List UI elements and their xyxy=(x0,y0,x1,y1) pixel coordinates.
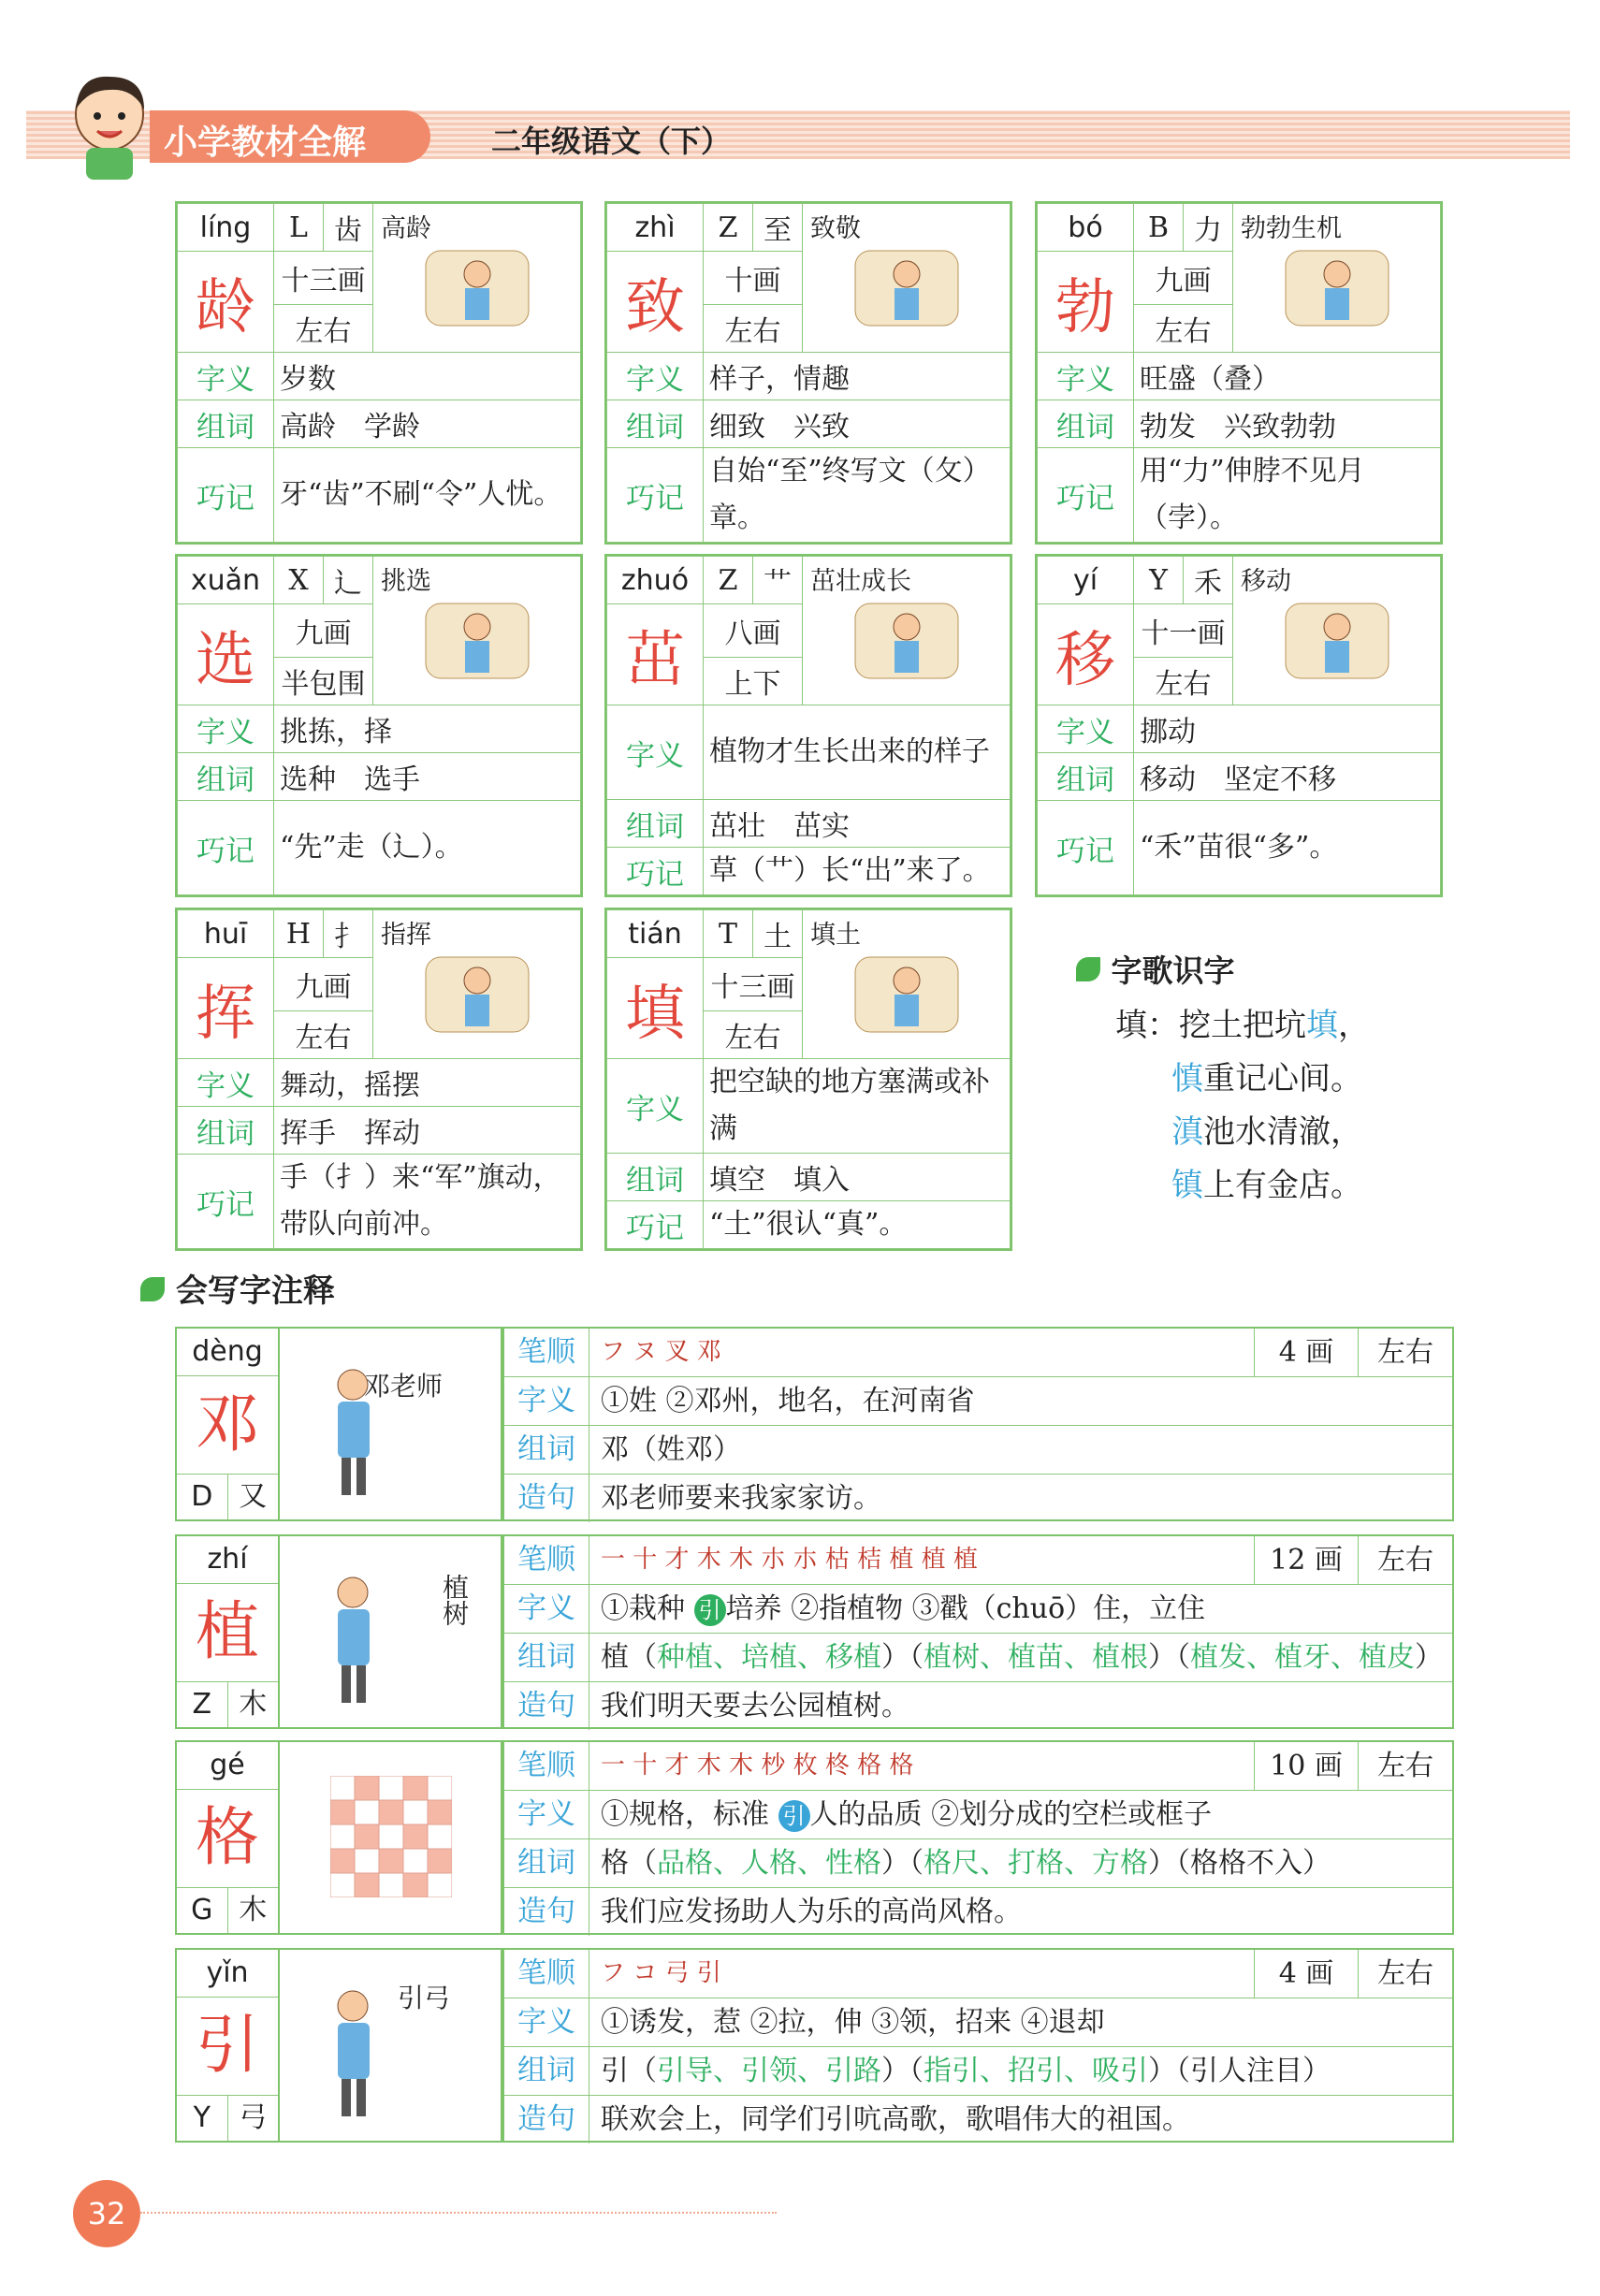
card-meaning: 样子，情趣 xyxy=(704,353,1011,400)
meaning-label: 字义 xyxy=(607,1059,704,1154)
card-meaning: 舞动，摇摆 xyxy=(274,1059,581,1107)
entry-words-group2: 指引、招引、吸引 xyxy=(924,2055,1148,2087)
card-tip: 用“力”伸脖不见月（孛）。 xyxy=(1134,448,1441,543)
entry-meaning-pre: ①规格，标准 xyxy=(601,1798,778,1831)
card-tip: 草（艹）长“出”来了。 xyxy=(704,848,1011,895)
words-label: 组词 xyxy=(504,1426,589,1474)
sentence-label: 造句 xyxy=(504,1888,589,1936)
section-title xyxy=(140,1265,335,1311)
card-character: 移 xyxy=(1038,604,1134,705)
words-label: 组词 xyxy=(178,1107,274,1155)
card-character: 选 xyxy=(178,604,274,705)
entry-radical: 木 xyxy=(227,1888,279,1933)
entry-sentence: 我们明天要去公园植树。 xyxy=(601,1690,909,1722)
entry-character: 格 xyxy=(177,1790,278,1888)
card-tip: “禾”苗很“多”。 xyxy=(1134,801,1441,895)
entry-words-sep: ）（ xyxy=(1148,2055,1190,2087)
meaning-label: 字义 xyxy=(178,1059,274,1107)
entry-picture xyxy=(278,1948,502,2143)
card-radical: 辶 xyxy=(324,557,373,604)
picture-caption: 移动 xyxy=(1241,567,1291,596)
entry-words-group3: 格格不入 xyxy=(1190,1847,1302,1880)
entry-meaning-post: 人的品质 ②划分成的空栏或框子 xyxy=(809,1798,1213,1831)
char-card xyxy=(604,554,1012,897)
leaf-icon xyxy=(1076,957,1100,981)
entry-meaning-row xyxy=(589,1791,1452,1838)
words-label: 组词 xyxy=(178,753,274,801)
char-card xyxy=(604,908,1012,1251)
words-label: 组词 xyxy=(607,1154,704,1201)
card-pinyin: tián xyxy=(607,910,704,958)
entry-words-row xyxy=(589,1634,1452,1681)
card-structure: 半包围 xyxy=(274,658,373,705)
entry-initial-radical xyxy=(177,1682,278,1727)
card-tip: “先”走（辶）。 xyxy=(274,801,581,895)
entry-meaning-post: 培养 ②指植物 ③戳（chuō）住，立住 xyxy=(725,1592,1206,1625)
entry-sentence: 邓老师要来我家家访。 xyxy=(601,1482,881,1515)
card-structure: 上下 xyxy=(704,658,803,705)
entry-words-row xyxy=(589,2047,1452,2095)
entry-initial: D xyxy=(191,1480,213,1513)
entry-rows xyxy=(502,1534,1454,1729)
section-title-text: 会写字注释 xyxy=(175,1272,335,1310)
card-words: 茁壮 茁实 xyxy=(704,800,1011,848)
card-picture xyxy=(373,910,581,1059)
card-structure: 左右 xyxy=(1134,305,1233,353)
stroke-order: フ コ 弓 引 xyxy=(601,1959,721,1987)
tip-label: 巧记 xyxy=(1038,801,1134,895)
entry-initial: Y xyxy=(193,2101,211,2134)
card-initial: Y xyxy=(1134,557,1184,604)
song-line xyxy=(1171,1106,1362,1152)
entry-pinyin: zhí xyxy=(177,1536,278,1584)
entry-rows xyxy=(502,1948,1454,2143)
card-meaning: 把空缺的地方塞满或补满 xyxy=(704,1059,1011,1154)
card-radical: 土 xyxy=(753,910,803,958)
card-character: 致 xyxy=(607,252,704,353)
card-tip: “土”很认“真”。 xyxy=(704,1201,1011,1249)
entry-pinyin: gé xyxy=(177,1742,278,1790)
words-label: 组词 xyxy=(607,400,704,448)
order-label: 笔顺 xyxy=(504,1329,589,1376)
boy-avatar-icon xyxy=(58,67,161,180)
sentence-label: 造句 xyxy=(504,1682,589,1730)
entry-initial: G xyxy=(191,1894,213,1926)
entry-words-sep: ）（ xyxy=(881,2055,924,2087)
extended-meaning-badge: 引 xyxy=(694,1594,726,1626)
order-label: 笔顺 xyxy=(504,1950,589,1998)
card-picture xyxy=(373,557,581,705)
card-initial: X xyxy=(274,557,324,604)
card-character: 茁 xyxy=(607,604,704,705)
card-pinyin: bó xyxy=(1038,204,1134,252)
entry-words-row xyxy=(589,1426,1452,1474)
character-entry xyxy=(175,1948,1452,2143)
card-words: 选种 选手 xyxy=(274,753,581,801)
song-line-post: 上有金店。 xyxy=(1203,1167,1362,1204)
card-strokes: 九画 xyxy=(274,958,373,1011)
entry-meaning: ①诱发，惹 ②拉，伸 ③领，招来 ④退却 xyxy=(601,2006,1105,2039)
picture-caption: 勃勃生机 xyxy=(1241,214,1342,243)
stroke-order: フ ヌ 叉 邓 xyxy=(601,1338,721,1366)
entry-picture xyxy=(278,1327,502,1521)
card-initial: T xyxy=(704,910,753,958)
card-structure: 左右 xyxy=(274,305,373,353)
meaning-label: 字义 xyxy=(607,705,704,800)
entry-words-sep: ）（ xyxy=(881,1847,924,1880)
card-character: 龄 xyxy=(178,252,274,353)
character-entry xyxy=(175,1740,1452,1935)
meaning-label: 字义 xyxy=(178,353,274,400)
song-line-post: 池水清澈， xyxy=(1203,1113,1362,1151)
entry-structure: 左右 xyxy=(1358,1536,1452,1584)
words-label: 组词 xyxy=(504,1634,589,1681)
entry-structure: 左右 xyxy=(1358,1950,1452,1998)
entry-words-group2: 格尺、打格、方格 xyxy=(924,1847,1148,1880)
card-radical: 扌 xyxy=(324,910,373,958)
char-card xyxy=(604,201,1012,545)
entry-character-box xyxy=(175,1327,280,1521)
stroke-order: 一 十 才 木 木 朩 朩 枯 桔 植 植 植 xyxy=(601,1546,978,1574)
card-strokes: 十三画 xyxy=(704,958,803,1011)
entry-picture xyxy=(278,1534,502,1729)
meaning-label: 字义 xyxy=(504,1791,589,1838)
card-pinyin: yí xyxy=(1038,557,1134,604)
card-picture xyxy=(1233,557,1441,705)
card-radical: 力 xyxy=(1184,204,1233,252)
entry-character-box xyxy=(175,1948,280,2143)
entry-meaning-row xyxy=(589,1377,1452,1425)
grid-pattern-icon xyxy=(330,1776,452,1897)
meaning-label: 字义 xyxy=(1038,705,1134,753)
entry-character: 植 xyxy=(177,1584,278,1682)
page-number: 32 xyxy=(73,2180,140,2247)
card-meaning: 旺盛（叠） xyxy=(1134,353,1441,400)
card-strokes: 十画 xyxy=(704,252,803,305)
order-label: 笔顺 xyxy=(504,1536,589,1584)
entry-initial-radical xyxy=(177,1888,278,1933)
card-structure: 左右 xyxy=(1134,658,1233,705)
card-strokes: 十一画 xyxy=(1134,604,1233,658)
char-card xyxy=(1035,201,1443,545)
song-line-highlight: 滇 xyxy=(1171,1113,1203,1151)
card-tip: 牙“齿”不刷“令”人忧。 xyxy=(274,448,581,543)
card-structure: 左右 xyxy=(704,1011,803,1059)
meaning-label: 字义 xyxy=(607,353,704,400)
song-section-title xyxy=(1076,947,1235,991)
tip-label: 巧记 xyxy=(1038,448,1134,543)
stroke-count: 12 画 xyxy=(1254,1536,1358,1584)
entry-words: 邓（姓邓） xyxy=(601,1433,741,1466)
sentence-label: 造句 xyxy=(504,2096,589,2143)
leaf-icon xyxy=(140,1277,165,1301)
card-words: 细致 兴致 xyxy=(704,400,1011,448)
entry-words-group1: 种植、培植、移植 xyxy=(657,1641,881,1674)
character-entry xyxy=(175,1327,1452,1521)
card-meaning: 岁数 xyxy=(274,353,581,400)
stroke-count: 10 画 xyxy=(1254,1742,1358,1790)
card-character: 填 xyxy=(607,958,704,1059)
meaning-label: 字义 xyxy=(504,1585,589,1633)
tip-label: 巧记 xyxy=(178,448,274,543)
entry-picture xyxy=(278,1740,502,1935)
entry-words-post: ） xyxy=(1302,2055,1331,2087)
card-meaning: 植物才生长出来的样子 xyxy=(704,705,1011,800)
card-initial: Z xyxy=(704,204,753,252)
entry-pinyin: yǐn xyxy=(177,1950,278,1998)
entry-words-group1: 引导、引领、引路 xyxy=(657,2055,881,2087)
entry-radical: 弓 xyxy=(227,2096,279,2141)
book-title: 二年级语文（下） xyxy=(491,124,732,159)
card-character: 挥 xyxy=(178,958,274,1059)
series-title: 小学教材全解 xyxy=(164,124,367,162)
order-label: 笔顺 xyxy=(504,1742,589,1790)
card-initial: Z xyxy=(704,557,753,604)
entry-radical: 木 xyxy=(227,1682,279,1727)
song-line-pre: 填：挖土把坑 xyxy=(1115,1007,1306,1044)
entry-rows xyxy=(502,1740,1454,1935)
card-pinyin: zhì xyxy=(607,204,704,252)
song-line xyxy=(1115,999,1370,1045)
card-initial: H xyxy=(274,910,324,958)
card-picture xyxy=(803,204,1011,353)
char-card xyxy=(1035,554,1443,897)
picture-caption: 高龄 xyxy=(381,214,431,243)
card-pinyin: xuǎn xyxy=(178,557,274,604)
entry-words-sep: ）（ xyxy=(1148,1847,1190,1880)
picture-caption: 引弓 xyxy=(398,1983,451,2013)
song-line-post: 重记心间。 xyxy=(1203,1060,1362,1097)
footer-line xyxy=(140,2212,777,2214)
song-line-highlight: 慎 xyxy=(1171,1060,1203,1097)
card-words: 移动 坚定不移 xyxy=(1134,753,1441,801)
picture-caption: 致敬 xyxy=(810,214,861,243)
song-title-text: 字歌识字 xyxy=(1111,952,1235,989)
words-label: 组词 xyxy=(1038,400,1134,448)
card-picture xyxy=(803,557,1011,705)
illustration-icon xyxy=(297,1564,437,1714)
stroke-order: 一 十 才 木 木 杪 枚 柊 格 格 xyxy=(601,1751,914,1780)
entry-structure: 左右 xyxy=(1358,1329,1452,1376)
card-strokes: 九画 xyxy=(1134,252,1233,305)
picture-caption: 植树 xyxy=(439,1574,470,1626)
picture-caption: 茁壮成长 xyxy=(810,567,911,596)
entry-character-box xyxy=(175,1740,280,1935)
char-card xyxy=(175,908,583,1251)
entry-sentence: 联欢会上，同学们引吭高歌，歌唱伟大的祖国。 xyxy=(601,2103,1190,2136)
meaning-label: 字义 xyxy=(504,1377,589,1425)
words-label: 组词 xyxy=(607,800,704,848)
card-pinyin: huī xyxy=(178,910,274,958)
entry-words-post: ） xyxy=(1302,1847,1331,1880)
entry-structure: 左右 xyxy=(1358,1742,1452,1790)
entry-meaning-row xyxy=(589,1585,1452,1633)
song-line xyxy=(1171,1159,1362,1205)
entry-words-group1: 品格、人格、性格 xyxy=(657,1847,881,1880)
card-structure: 左右 xyxy=(704,305,803,353)
card-words: 高龄 学龄 xyxy=(274,400,581,448)
words-label: 组词 xyxy=(178,400,274,448)
picture-caption: 挑选 xyxy=(381,567,431,596)
card-meaning: 挪动 xyxy=(1134,705,1441,753)
card-picture xyxy=(373,204,581,353)
char-card xyxy=(175,201,583,545)
tip-label: 巧记 xyxy=(178,801,274,895)
entry-initial: Z xyxy=(192,1688,212,1721)
meaning-label: 字义 xyxy=(1038,353,1134,400)
card-initial: L xyxy=(274,204,324,252)
entry-words-group2: 植树、植苗、植根 xyxy=(924,1641,1148,1674)
picture-caption: 邓老师 xyxy=(364,1371,444,1402)
picture-caption: 填土 xyxy=(810,921,861,950)
entry-words-pre: 格（ xyxy=(601,1847,657,1880)
stroke-count: 4 画 xyxy=(1254,1950,1358,1998)
card-strokes: 九画 xyxy=(274,604,373,658)
entry-words-sep: ）（ xyxy=(1148,1641,1190,1674)
entry-initial-radical xyxy=(177,2096,278,2141)
entry-words-group3: 植发、植牙、植皮 xyxy=(1190,1641,1415,1674)
card-radical: 至 xyxy=(753,204,803,252)
card-radical: 禾 xyxy=(1184,557,1233,604)
card-initial: B xyxy=(1134,204,1184,252)
meaning-label: 字义 xyxy=(504,1998,589,2046)
card-strokes: 八画 xyxy=(704,604,803,658)
song-line-post: ， xyxy=(1338,1007,1370,1044)
card-words: 填空 填入 xyxy=(704,1154,1011,1201)
entry-meaning: ①姓 ②邓州，地名，在河南省 xyxy=(601,1385,975,1417)
entry-character: 引 xyxy=(177,1998,278,2096)
card-pinyin: zhuó xyxy=(607,557,704,604)
card-tip: 手（扌）来“军”旗动，带队向前冲。 xyxy=(274,1155,581,1249)
entry-words-group3: 引人注目 xyxy=(1190,2055,1302,2087)
entry-words-pre: 植（ xyxy=(601,1641,657,1674)
entry-initial-radical xyxy=(177,1475,278,1519)
tip-label: 巧记 xyxy=(178,1155,274,1249)
card-picture xyxy=(803,910,1011,1059)
entry-character-box xyxy=(175,1534,280,1729)
entry-meaning-row xyxy=(589,1998,1452,2046)
words-label: 组词 xyxy=(504,2047,589,2095)
picture-caption: 指挥 xyxy=(381,921,431,950)
extended-meaning-badge: 引 xyxy=(778,1800,810,1832)
entry-character: 邓 xyxy=(177,1376,278,1475)
tip-label: 巧记 xyxy=(607,448,704,543)
entry-words-row xyxy=(589,1839,1452,1887)
card-pinyin: líng xyxy=(178,204,274,252)
words-label: 组词 xyxy=(504,1839,589,1887)
song-line-highlight: 填 xyxy=(1306,1007,1338,1044)
card-strokes: 十三画 xyxy=(274,252,373,305)
card-tip: 自始“至”终写文（攵）章。 xyxy=(704,448,1011,543)
card-radical: 艹 xyxy=(753,557,803,604)
entry-sentence: 我们应发扬助人为乐的高尚风格。 xyxy=(601,1896,1022,1928)
entry-pinyin: dèng xyxy=(177,1329,278,1376)
tip-label: 巧记 xyxy=(607,1201,704,1249)
song-line-highlight: 镇 xyxy=(1171,1167,1203,1204)
char-card xyxy=(175,554,583,897)
card-words: 勃发 兴致勃勃 xyxy=(1134,400,1441,448)
card-meaning: 挑拣，择 xyxy=(274,705,581,753)
words-label: 组词 xyxy=(1038,753,1134,801)
entry-words-pre: 引（ xyxy=(601,2055,657,2087)
card-picture xyxy=(1233,204,1441,353)
meaning-label: 字义 xyxy=(178,705,274,753)
entry-words-post: ） xyxy=(1415,1641,1443,1674)
card-radical: 齿 xyxy=(324,204,373,252)
song-line xyxy=(1171,1053,1362,1098)
card-structure: 左右 xyxy=(274,1011,373,1059)
stroke-count: 4 画 xyxy=(1254,1329,1358,1376)
card-words: 挥手 挥动 xyxy=(274,1107,581,1155)
entry-radical: 又 xyxy=(227,1475,279,1519)
entry-rows xyxy=(502,1327,1454,1521)
character-entry xyxy=(175,1534,1452,1729)
card-character: 勃 xyxy=(1038,252,1134,353)
entry-words-sep: ）（ xyxy=(881,1641,924,1674)
sentence-label: 造句 xyxy=(504,1475,589,1522)
tip-label: 巧记 xyxy=(607,848,704,895)
entry-meaning-pre: ①栽种 xyxy=(601,1592,694,1625)
